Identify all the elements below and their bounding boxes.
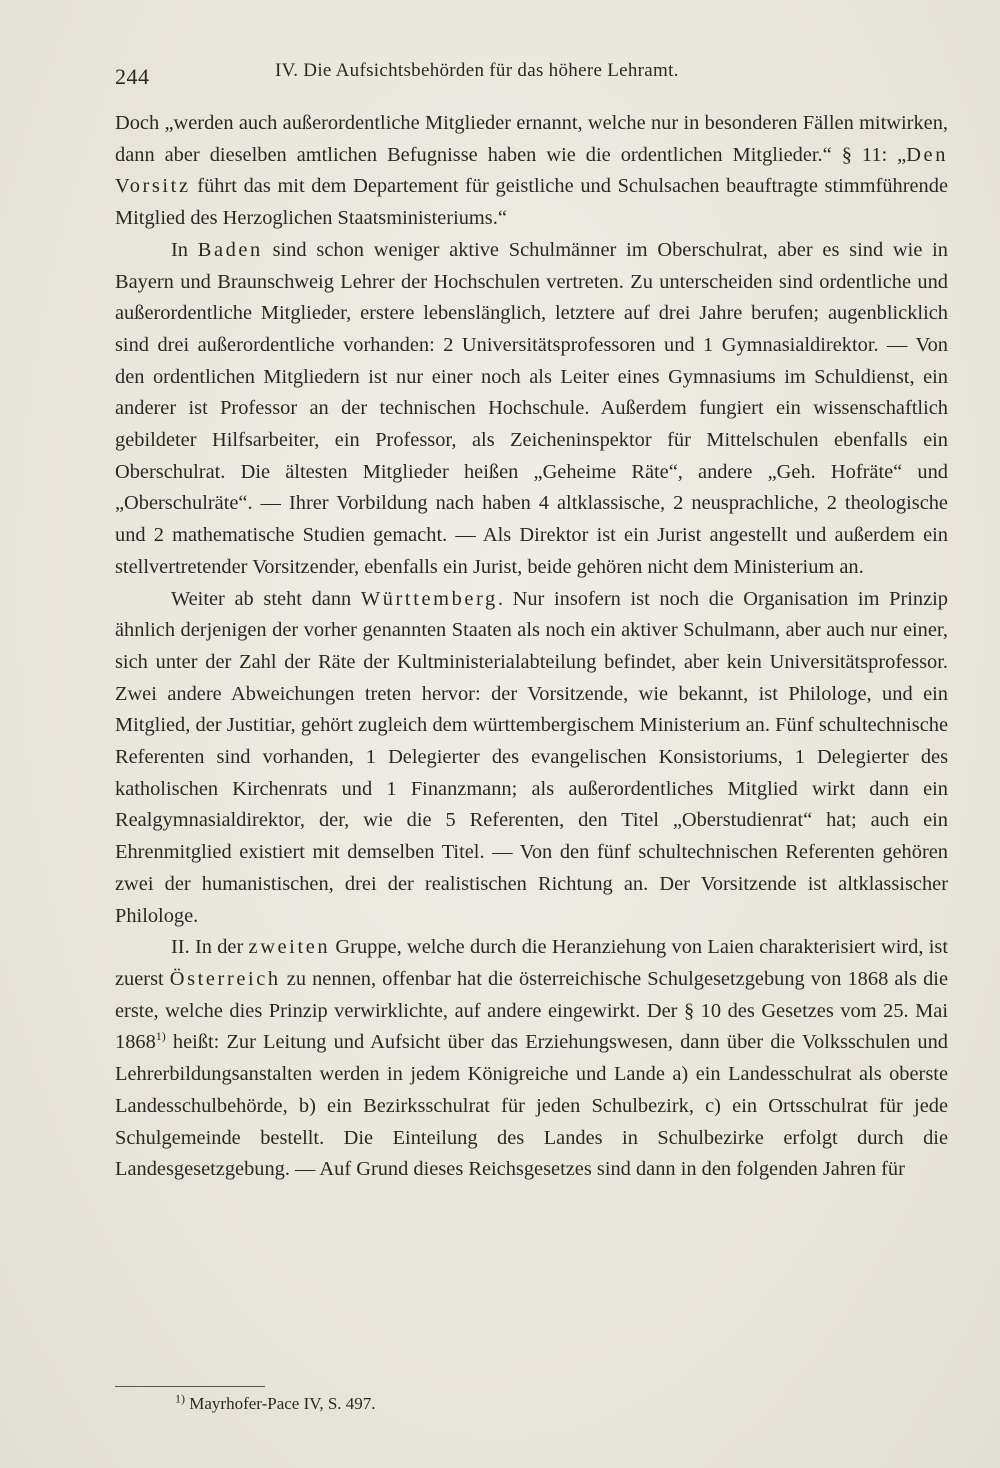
spaced-emphasis: Den Vorsitz bbox=[115, 143, 948, 198]
page-number: 244 bbox=[115, 64, 150, 89]
text-run: heißt: Zur Leitung und Aufsicht über das Erziehungswesen, dann über die Volksschulen und Lehrerbildungsanstalten werden in jedem Königreiche und Lande a) ein Landesschulrat als oberste Landesschulbehörde, b) ein Bezirksschulrat für jeden Schulbezirk, c) ein Ortsschulrat für jede Schulgemeinde bestellt. Die Einteilung des Landes in Schulbezirke erfolgt durch die Landesgesetzgebung. — Auf Grund dieses Reichsgesetzes sind dann in den folgenden Jahren für bbox=[115, 1031, 948, 1181]
body-text bbox=[115, 108, 948, 1186]
page-header bbox=[115, 58, 945, 98]
footnote-reference: 1) bbox=[155, 1029, 166, 1044]
paragraph bbox=[115, 584, 948, 933]
running-head: IV. Die Aufsichtsbehörden für das höhere Lehramt. bbox=[275, 60, 679, 81]
text-run: sind schon weniger aktive Schulmänner im Oberschulrat, aber es sind wie in Bayern und Braunschweig Lehrer der Hochschulen vertreten. Zu unterscheiden sind ordentliche und außerordentliche Mitglieder, erstere lebenslänglich, letztere auf drei Jahre berufen; augenblicklich sind drei außerordentliche vorhanden: 2 Universitätsprofessoren und 1 Gymnasialdirektor. — Von den ordentlichen Mitgliedern ist nur einer noch als Leiter eines Gymnasiums im Schuldienst, ein anderer ist Professor an der technischen Hochschule. Außerdem fungiert ein wissenschaftlich gebildeter Hilfsarbeiter, ein Professor, als Zeicheninspektor für Mittelschulen ebenfalls ein Oberschulrat. Die ältesten Mitglieder heißen „Geheime Räte“, andere „Geh. Hofräte“ und „Oberschulräte“. — Ihrer Vorbildung nach haben 4 altklassische, 2 neusprachliche, 2 theologische und 2 mathematische Studien gemacht. — Als Direktor ist ein Jurist angestellt und außerdem ein stellvertretender Vorsitzender, ebenfalls ein Jurist, beide gehören nicht dem Ministerium an. bbox=[115, 238, 948, 578]
text-run: Doch „werden auch außerordentliche Mitglieder ernannt, welche nur in besonderen Fällen mitwirken, dann aber dieselben amtlichen Befugnisse haben wie die ordentlichen Mitglieder.“ § 11: „ bbox=[115, 112, 948, 166]
spaced-emphasis: zweiten bbox=[248, 936, 331, 959]
spaced-emphasis: Österreich bbox=[169, 967, 281, 990]
paragraph bbox=[115, 108, 948, 235]
spaced-emphasis: Württemberg bbox=[360, 587, 498, 610]
text-run: zu nennen, offenbar hat die österreichische Schulgesetzgebung von 1868 als die erste, welche dies Prinzip verwirklichte, auf andere eingewirkt. Der § 10 des Gesetzes vom 25. Mai 1868 bbox=[115, 967, 948, 1054]
paragraph bbox=[115, 235, 948, 584]
footnote-text: Mayrhofer-Pace IV, S. 497. bbox=[185, 1394, 376, 1413]
footnote-marker: 1) bbox=[175, 1391, 185, 1406]
text-run: führt das mit dem Departement für geistliche und Schulsachen beauftragte stimmführende Mitglied des Herzoglichen Staatsministeriums.“ bbox=[115, 175, 948, 230]
spaced-emphasis: Baden bbox=[197, 238, 263, 261]
text-run: . Nur insofern ist noch die Organisation im Prinzip ähnlich derjenigen der vorher genannten Staaten als noch ein aktiver Schulmann, aber auch nur einer, sich unter der Zahl der Räte der Kultministerialabteilung befindet, aber kein Universitätsprofessor. Zwei andere Abweichungen treten hervor: der Vorsitzende, wie bekannt, ist Philologe, und ein Mitglied, der Justitiar, gehört zugleich dem württembergischem Ministerium an. Fünf schultechnische Referenten sind vorhanden, 1 Delegierter des evangelischen Konsistoriums, 1 Delegierter des katholischen Kirchenrats und 1 Finanzmann; als außerordentliches Mitglied wirkt dann ein Realgymnasialdirektor, der, wie die 5 Referenten, den Titel „Oberstudienrat“ hat; auch ein Ehrenmitglied existiert mit demselben Titel. — Von den fünf schultechnischen Referenten gehören zwei der humanistischen, drei der realistischen Richtung an. Der Vorsitzende ist altklassischer Philologe. bbox=[115, 587, 949, 927]
footnote-rule bbox=[115, 1386, 265, 1387]
text-run: Weiter ab steht dann bbox=[171, 587, 361, 610]
text-run: In bbox=[171, 238, 198, 261]
paragraph bbox=[115, 932, 948, 1186]
footnote bbox=[175, 1392, 376, 1416]
text-run: Gruppe, welche durch die Heranziehung von Laien charakterisiert wird, ist zuerst bbox=[115, 936, 948, 990]
text-run: II. In der bbox=[171, 936, 249, 959]
